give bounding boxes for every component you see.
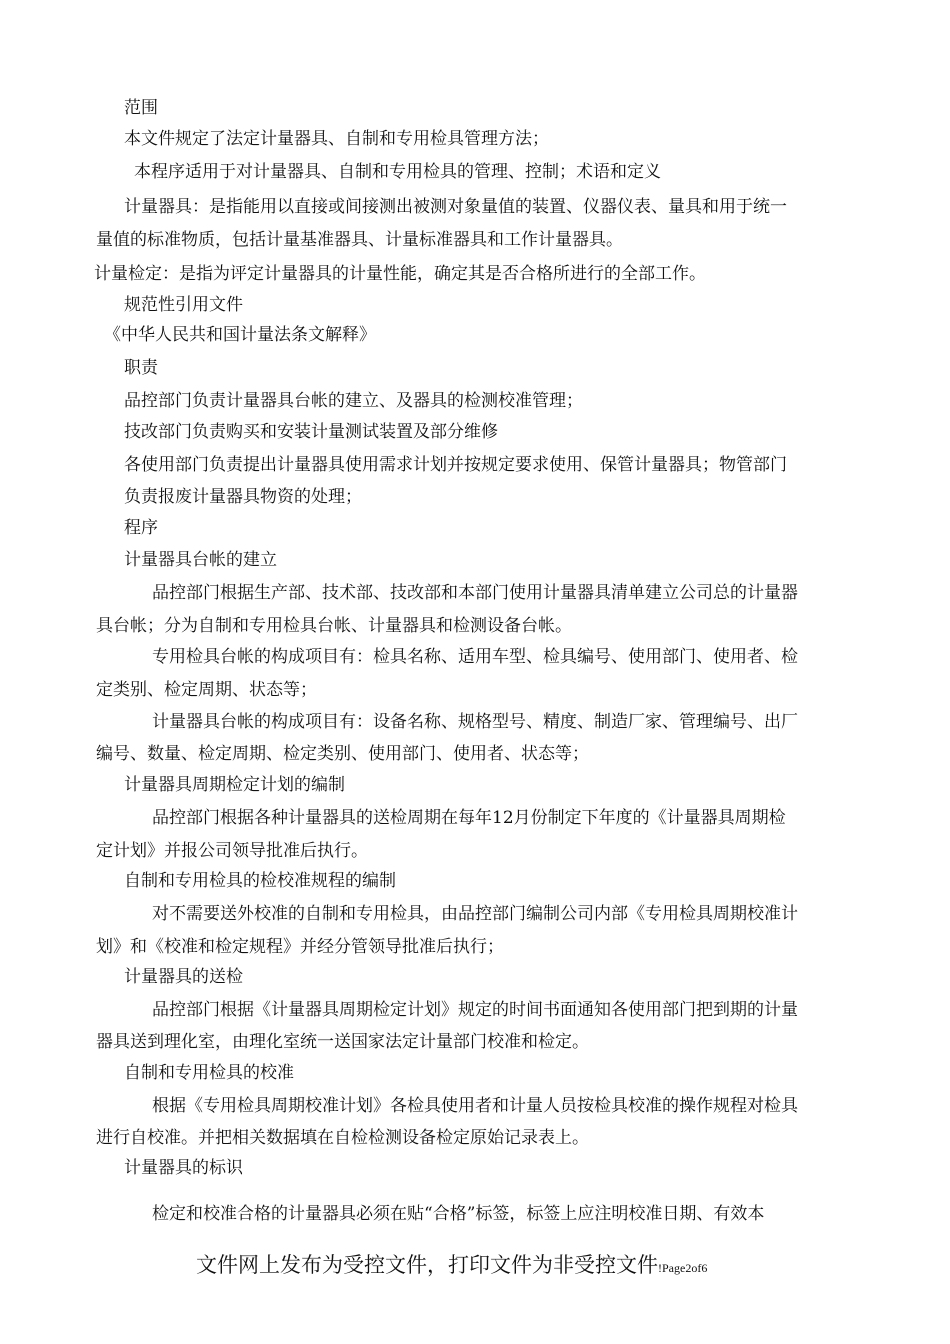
- text-line: 器具送到理化室，由理化室统一送国家法定计量部门校准和检定。: [96, 1032, 589, 1052]
- text-line: 计量器具台帐的建立: [124, 550, 277, 570]
- text-line: 范围: [124, 98, 158, 118]
- text-line: 程序: [124, 518, 158, 538]
- page-footer: [196, 1250, 707, 1283]
- text-line: 品控部门负责计量器具台帐的建立、及器具的检测校准管理；: [124, 391, 583, 411]
- text-line: 具台帐；分为自制和专用检具台帐、计量器具和检测设备台帐。: [96, 616, 572, 636]
- text-line: 量值的标准物质，包括计量基准器具、计量标准器具和工作计量器具。: [96, 230, 623, 250]
- text-line: 负责报废计量器具物资的处理；: [124, 487, 362, 507]
- text-line: 定类别、检定周期、状态等；: [96, 680, 317, 700]
- text-line: 本文件规定了法定计量器具、自制和专用检具管理方法；: [124, 129, 549, 149]
- text-line: 划》和《校准和检定规程》并经分管领导批准后执行；: [96, 937, 504, 957]
- text-line: 根据《专用检具周期校准计划》各检具使用者和计量人员按检具校准的操作规程对检具: [152, 1096, 798, 1116]
- text-line: 自制和专用检具的检校准规程的编制: [124, 871, 396, 891]
- text-line: 计量器具周期检定计划的编制: [124, 775, 345, 795]
- text-line: 计量器具的送检: [124, 967, 243, 987]
- text-line: 《中华人民共和国计量法条文解释》: [104, 325, 376, 345]
- text-line: 技改部门负责购买和安装计量测试装置及部分维修: [124, 422, 498, 442]
- text-line: 进行自校准。并把相关数据填在自检检测设备检定原始记录表上。: [96, 1128, 589, 1148]
- text-line: 计量检定：是指为评定计量器具的计量性能，确定其是否合格所进行的全部工作。: [94, 264, 706, 284]
- text-line: 定计划》并报公司领导批准后执行。: [96, 841, 368, 861]
- text-line: 本程序适用于对计量器具、自制和专用检具的管理、控制；术语和定义: [134, 162, 661, 182]
- text-line: 计量器具的标识: [124, 1158, 243, 1178]
- footer-notice: 文件网上发布为受控文件，打印文件为非受控文件: [196, 1253, 658, 1277]
- text-line: 各使用部门负责提出计量器具使用需求计划并按规定要求使用、保管计量器具；物管部门: [124, 455, 787, 475]
- text-line: 检定和校准合格的计量器具必须在贴“合格”标签，标签上应注明校准日期、有效本: [152, 1204, 765, 1224]
- text-line: 自制和专用检具的校准: [124, 1063, 294, 1083]
- text-line: 品控部门根据各种计量器具的送检周期在每年12月份制定下年度的《计量器具周期检: [152, 808, 786, 828]
- text-line: 规范性引用文件: [124, 295, 243, 315]
- text-line: 专用检具台帐的构成项目有：检具名称、适用车型、检具编号、使用部门、使用者、检: [152, 647, 798, 667]
- text-line: 职责: [124, 358, 158, 378]
- text-line: 计量器具台帐的构成项目有：设备名称、规格型号、精度、制造厂家、管理编号、出厂: [152, 712, 798, 732]
- text-line: 计量器具：是指能用以直接或间接测出被测对象量值的装置、仪器仪表、量具和用于统一: [124, 197, 787, 217]
- text-line: 品控部门根据《计量器具周期检定计划》规定的时间书面通知各使用部门把到期的计量: [152, 1000, 798, 1020]
- page-number: !Page2of6: [658, 1261, 708, 1275]
- text-line: 对不需要送外校准的自制和专用检具，由品控部门编制公司内部《专用检具周期校准计: [152, 904, 798, 924]
- text-line: 品控部门根据生产部、技术部、技改部和本部门使用计量器具清单建立公司总的计量器: [152, 583, 798, 603]
- text-line: 编号、数量、检定周期、检定类别、使用部门、使用者、状态等；: [96, 744, 589, 764]
